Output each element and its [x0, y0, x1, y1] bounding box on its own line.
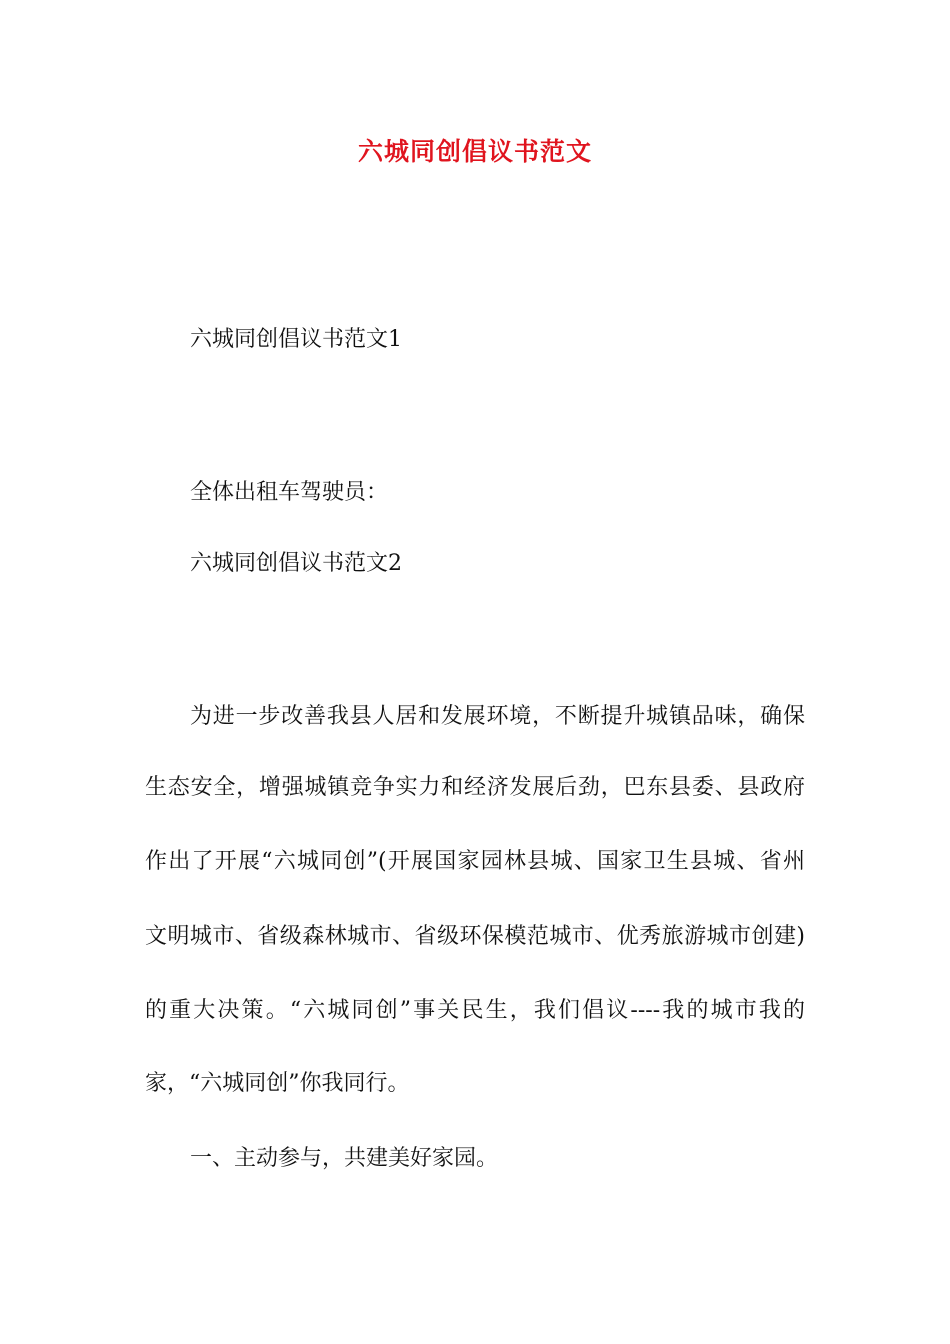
- paragraph-line-6: 家，“六城同创”你我同行。: [145, 1071, 410, 1096]
- heading-2: 六城同创倡议书范文2: [190, 551, 402, 576]
- document-title: 六城同创倡议书范文: [357, 137, 592, 166]
- section-1-heading: 一、主动参与，共建美好家园。: [190, 1146, 499, 1171]
- heading-1: 六城同创倡议书范文1: [190, 327, 402, 352]
- paragraph-line-1: 为进一步改善我县人居和发展环境，不断提升城镇品味，确保: [190, 704, 805, 729]
- paragraph-line-2: 生态安全，增强城镇竞争实力和经济发展后劲，巴东县委、县政府: [145, 775, 805, 800]
- paragraph-line-3: 作出了开展“六城同创”(开展国家园林县城、国家卫生县城、省州: [145, 849, 805, 874]
- paragraph-line-5: 的重大决策。“六城同创”事关民生，我们倡议----我的城市我的: [145, 998, 805, 1023]
- salutation: 全体出租车驾驶员：: [190, 480, 389, 505]
- paragraph-line-4: 文明城市、省级森林城市、省级环保模范城市、优秀旅游城市创建): [145, 924, 805, 949]
